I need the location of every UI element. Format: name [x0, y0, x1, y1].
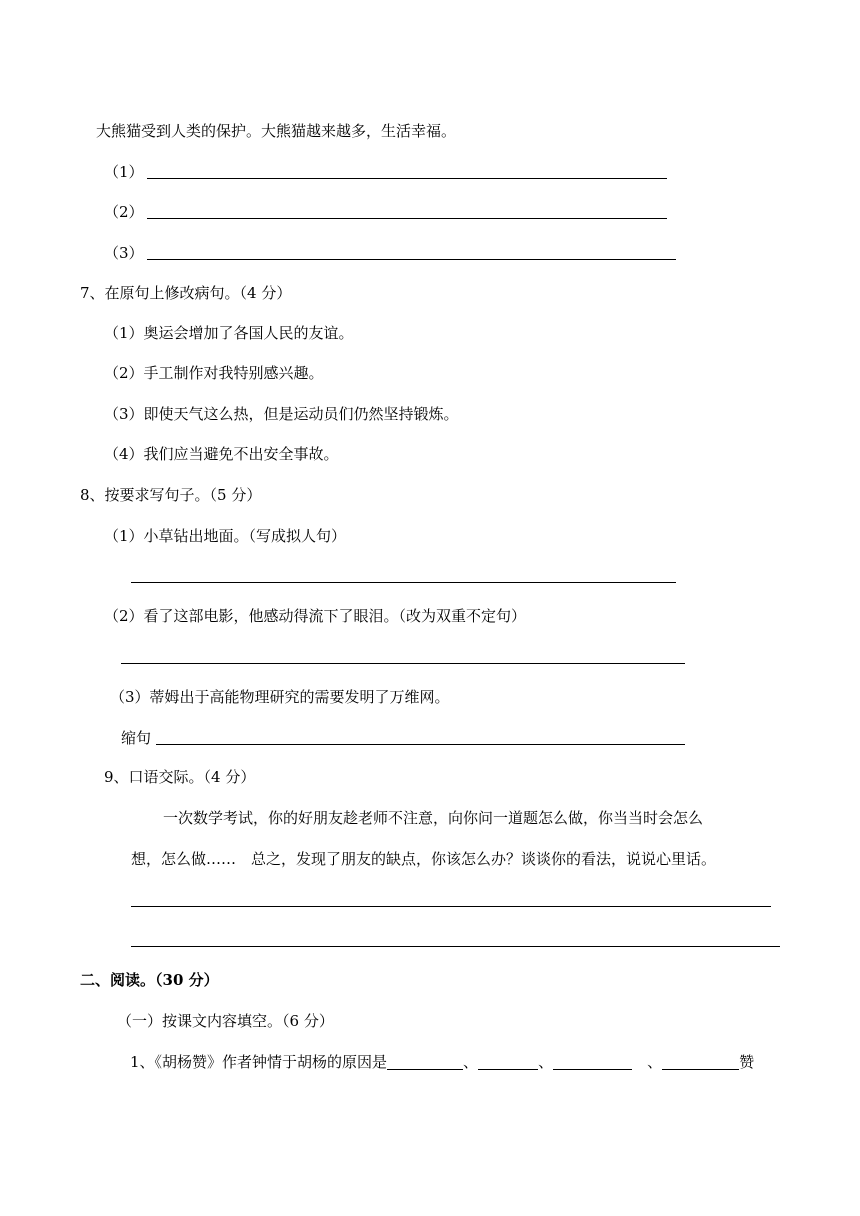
- q8-shorten-label: 缩句: [121, 729, 152, 747]
- rewrite-item-1-answer-line[interactable]: [147, 178, 667, 179]
- rewrite-item-3-label: （3）: [104, 244, 144, 262]
- q8-item-1-answer-line[interactable]: [131, 582, 676, 583]
- q9-paragraph-line-2: 想，怎么做…… 总之，发现了朋友的缺点，你该怎么办？谈谈你的看法，说说心里话。: [131, 850, 717, 868]
- q8-item-2-answer-line[interactable]: [121, 663, 685, 664]
- q9-answer-line-2[interactable]: [131, 946, 780, 947]
- section-2-q1: [130, 1052, 754, 1072]
- rewrite-item-2-label: （2）: [104, 203, 144, 221]
- q7-item-4: （4）我们应当避免不出安全事故。: [104, 445, 339, 463]
- q8-item-1: （1）小草钻出地面。（写成拟人句）: [104, 527, 347, 545]
- q8-title: 8、按要求写句子。（5 分）: [80, 486, 262, 504]
- rewrite-item-2-answer-line[interactable]: [147, 218, 667, 219]
- section-2-subtitle: （一）按课文内容填空。（6 分）: [117, 1012, 334, 1030]
- q9-title: 9、口语交际。（4 分）: [104, 768, 256, 786]
- section-2-q1-blank-4[interactable]: [662, 1053, 739, 1070]
- rewrite-item-3-answer-line[interactable]: [147, 259, 676, 260]
- section-2-q1-blank-2[interactable]: [478, 1053, 538, 1070]
- section-2-q1-suffix: 赞: [739, 1053, 755, 1071]
- q7-item-3: （3）即使天气这么热，但是运动员们仍然坚持锻炼。: [104, 405, 459, 423]
- q8-item-2: （2）看了这部电影，他感动得流下了眼泪。（改为双重不定句）: [104, 607, 527, 625]
- section-2-q1-blank-3[interactable]: [553, 1053, 632, 1070]
- q7-item-1: （1）奥运会增加了各国人民的友谊。: [104, 324, 354, 342]
- q8-item-3: （3）蒂姆出于高能物理研究的需要发明了万维网。: [110, 688, 450, 706]
- q8-shorten-answer-line[interactable]: [156, 744, 685, 745]
- rewrite-item-1-label: （1）: [104, 163, 144, 181]
- section-2-q1-separator-1: 、: [463, 1053, 479, 1071]
- q9-answer-line-1[interactable]: [131, 906, 771, 907]
- section-2-q1-separator-3: 、: [632, 1053, 663, 1071]
- q9-paragraph-line-1: 一次数学考试，你的好朋友趁老师不注意，向你问一道题怎么做，你当当时会怎么: [163, 809, 704, 827]
- intro-sentence: 大熊猫受到人类的保护。大熊猫越来越多，生活幸福。: [96, 122, 457, 140]
- q7-title: 7、在原句上修改病句。（4 分）: [80, 284, 292, 302]
- section-2-q1-blank-1[interactable]: [387, 1053, 463, 1070]
- section-2-q1-prefix: 1、《胡杨赞》作者钟情于胡杨的原因是: [130, 1053, 388, 1071]
- section-2-q1-separator-2: 、: [538, 1053, 554, 1071]
- q7-item-2: （2）手工制作对我特别感兴趣。: [104, 364, 324, 382]
- section-2-title: 二、阅读。（30 分）: [80, 971, 219, 989]
